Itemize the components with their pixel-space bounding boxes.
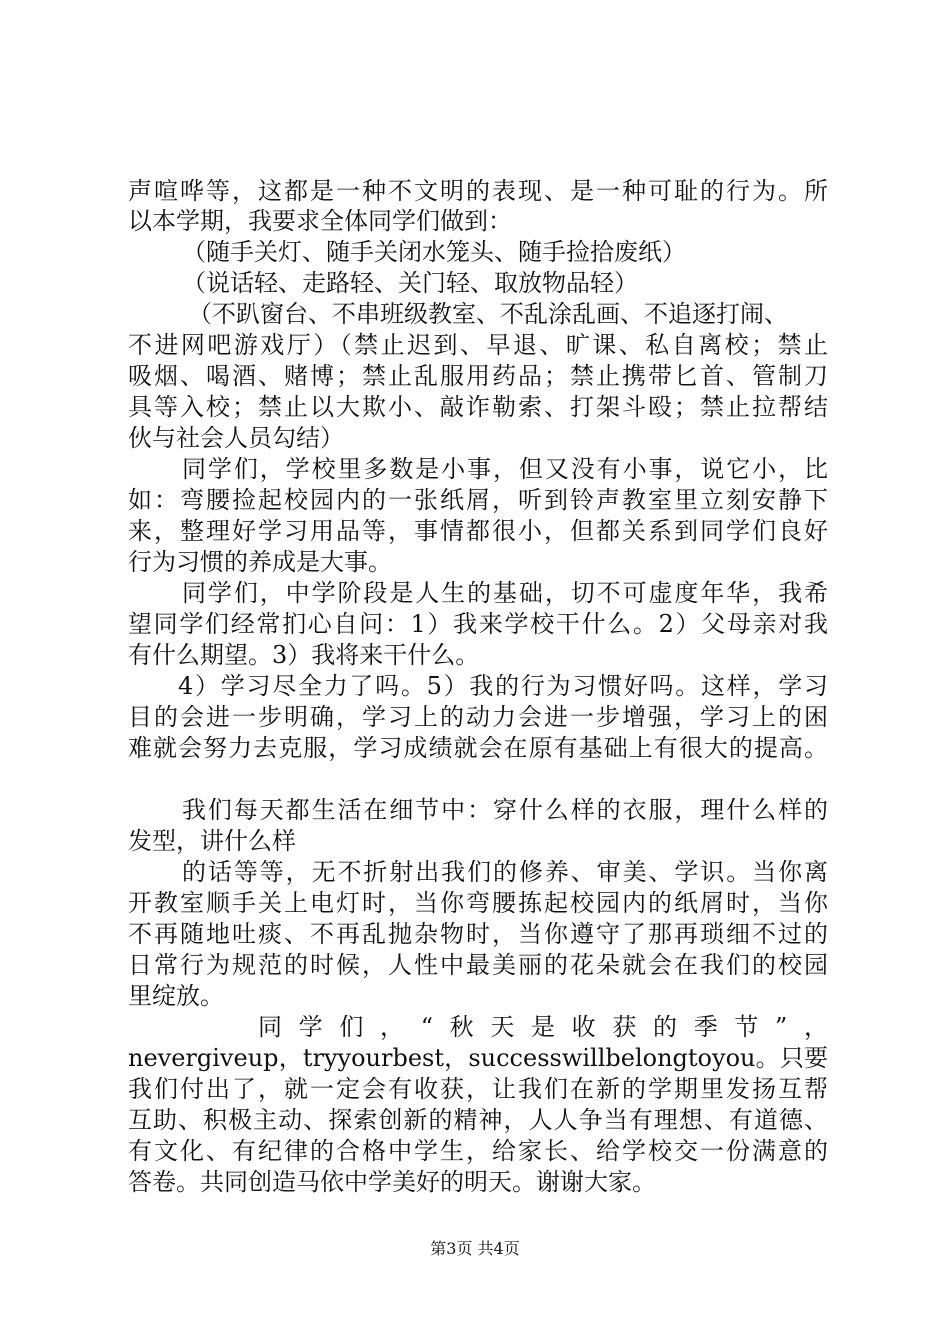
text-line: （不趴窗台、不串班级教室、不乱涂乱画、不追逐打闹、: [188, 300, 788, 328]
text-line: 行为习惯的养成是大事。: [128, 548, 392, 576]
text-line: 来，整理好学习用品等，事情都很小，但都关系到同学们良好: [128, 517, 828, 545]
text-line: 不再随地吐痰、不再乱抛杂物时，当你遵守了那再琐细不过的: [128, 920, 828, 948]
text-line: （说话轻、走路轻、关门轻、取放物品轻）: [182, 269, 638, 297]
text-line: 发型，讲什么样: [128, 827, 296, 855]
text-line: 开教室顺手关上电灯时，当你弯腰拣起校园内的纸屑时，当你: [128, 889, 828, 917]
text-line: 以本学期，我要求全体同学们做到：: [128, 207, 512, 235]
text-line: 答卷。共同创造马依中学美好的明天。谢谢大家。: [128, 1168, 656, 1196]
text-line: （随手关灯、随手关闭水笼头、随手捡拾废纸）: [182, 238, 686, 266]
text-line: 同学们，中学阶段是人生的基础，切不可虚度年华，我希: [182, 579, 828, 607]
text-line: 有文化、有纪律的合格中学生，给家长、给学校交一份满意的: [128, 1137, 828, 1165]
text-line: 不进网吧游戏厅）（禁止迟到、早退、旷课、私自离校；禁止: [128, 331, 828, 359]
text-line: 伙与社会人员勾结）: [128, 424, 344, 452]
text-line: 互助、积极主动、探索创新的精神，人人争当有理想、有道德、: [128, 1106, 828, 1134]
text-line: 的话等等，无不折射出我们的修养、审美、学识。当你离: [182, 858, 828, 886]
text-line: 我们付出了，就一定会有收获，让我们在新的学期里发扬互帮: [128, 1075, 828, 1103]
text-line: 同学们，“秋天是收获的季节”，: [258, 1013, 828, 1041]
page-number-footer: 第3页 共4页: [430, 1239, 520, 1258]
text-line: nevergiveup，tryyourbest，successwillbelongtoyou。只要: [128, 1044, 828, 1072]
text-line: 有什么期望。3）我将来干什么。: [128, 641, 480, 669]
text-line: 里绽放。: [128, 982, 224, 1010]
text-line: 吸烟、喝酒、赌博；禁止乱服用药品；禁止携带匕首、管制刀: [128, 362, 828, 390]
text-line: 我们每天都生活在细节中：穿什么样的衣服，理什么样的: [182, 796, 828, 824]
text-line: 望同学们经常扪心自问：1）我来学校干什么。2）父母亲对我: [128, 610, 828, 638]
text-line: 声喧哗等，这都是一种不文明的表现、是一种可耻的行为。所: [128, 177, 828, 205]
text-line: 难就会努力去克服，学习成绩就会在原有基础上有很大的提高。: [128, 734, 828, 762]
text-line: 如：弯腰捡起校园内的一张纸屑，听到铃声教室里立刻安静下: [128, 486, 828, 514]
text-line: 目的会进一步明确，学习上的动力会进一步增强，学习上的困: [128, 703, 828, 731]
text-line: 日常行为规范的时候，人性中最美丽的花朵就会在我们的校园: [128, 951, 828, 979]
text-line: 具等入校；禁止以大欺小、敲诈勒索、打架斗殴；禁止拉帮结: [128, 393, 828, 421]
text-line: 同学们，学校里多数是小事，但又没有小事，说它小，比: [182, 455, 828, 483]
text-line: 4）学习尽全力了吗。5）我的行为习惯好吗。这样，学习: [178, 672, 828, 700]
